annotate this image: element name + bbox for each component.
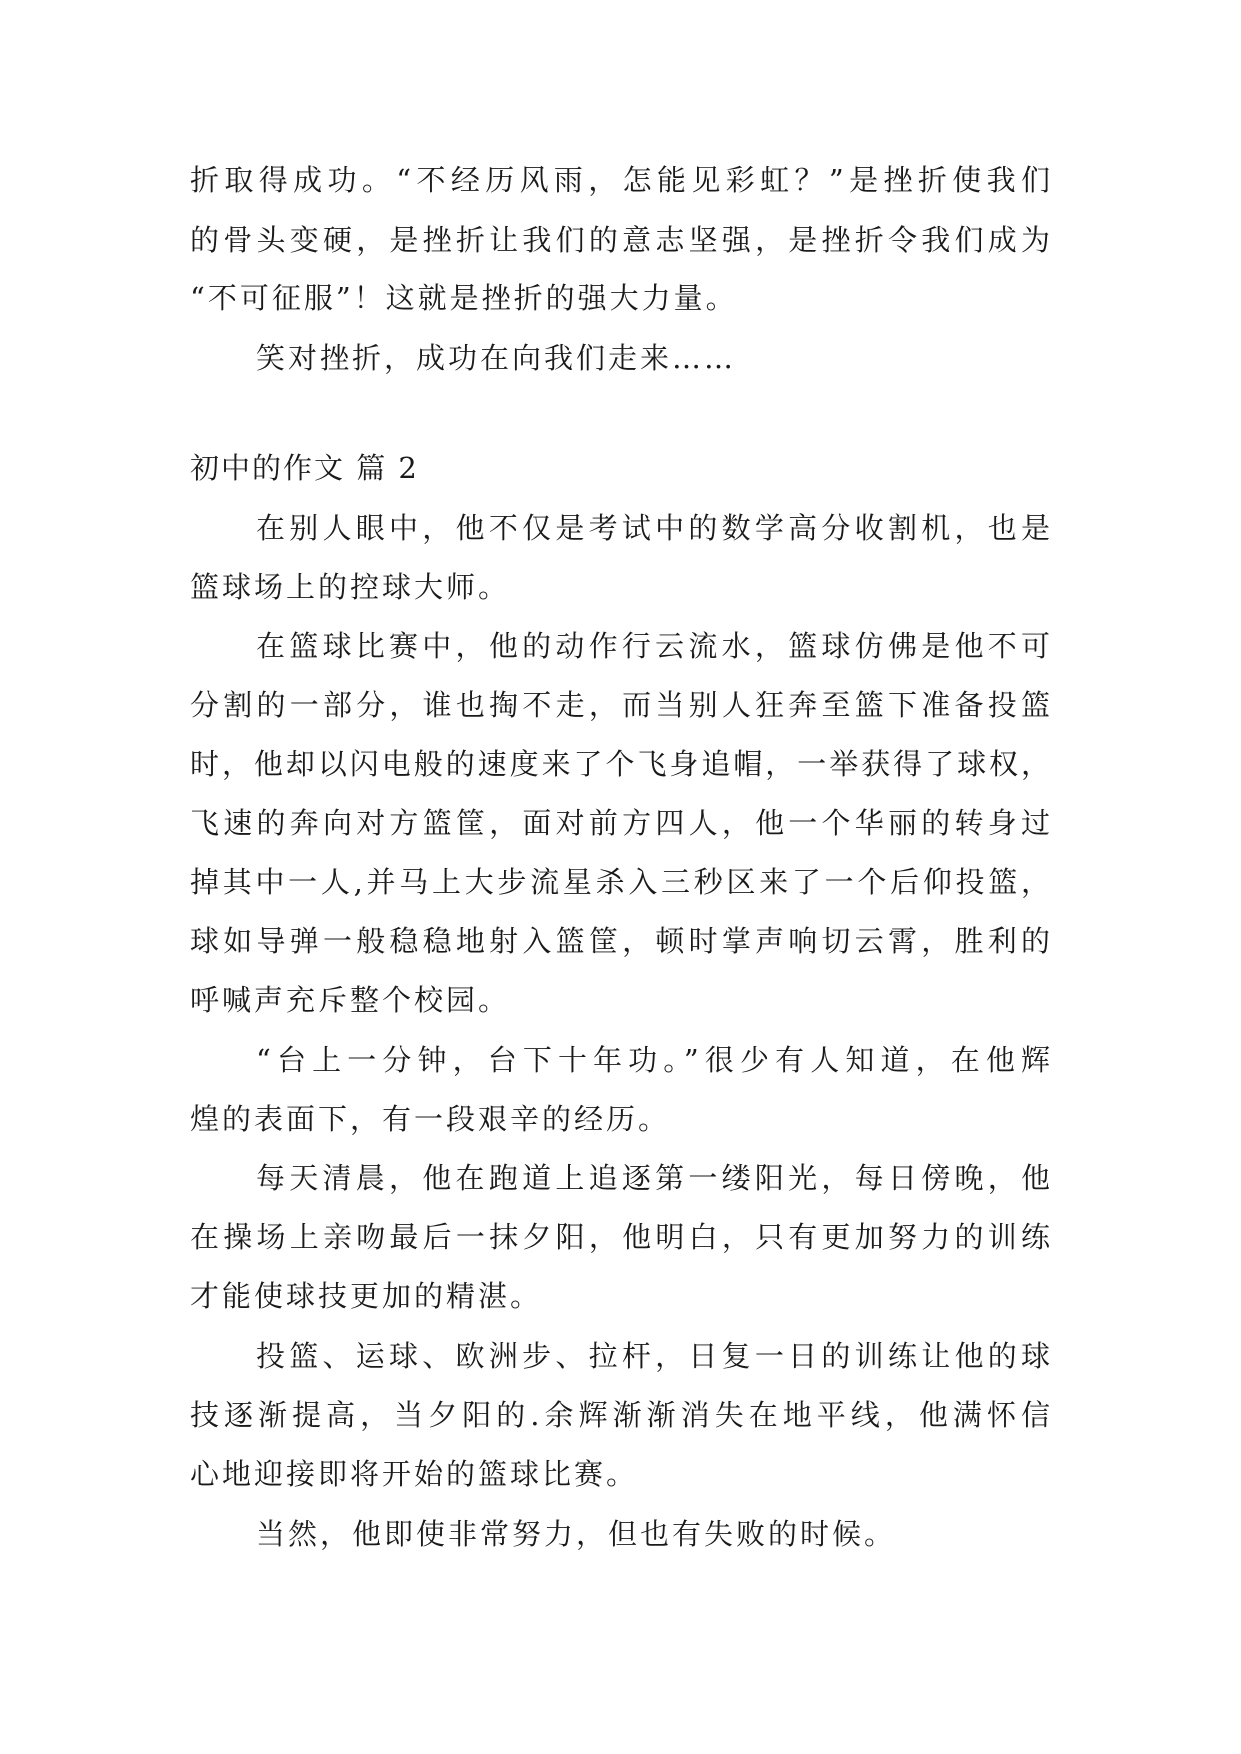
text-line: 呼喊声充斥整个校园。 <box>190 983 511 1017</box>
text-line: 每天清晨，他在跑道上追逐第一缕阳光，每日傍晚，他 <box>256 1161 1050 1195</box>
text-line: 心地迎接即将开始的篮球比赛。 <box>190 1457 639 1491</box>
text-line: “台上一分钟，台下十年功。”很少有人知道，在他辉 <box>256 1043 1050 1077</box>
text-line: 技逐渐提高，当夕阳的.余辉渐渐消失在地平线，他满怀信 <box>190 1398 1050 1432</box>
text-line: 掉其中一人,并马上大步流星杀入三秒区来了一个后仰投篮， <box>190 865 1050 899</box>
text-line: 分割的一部分，谁也掏不走，而当别人狂奔至篮下准备投篮 <box>190 688 1050 722</box>
section-heading: 初中的作文 篇 2 <box>190 451 419 485</box>
text-line: 在别人眼中，他不仅是考试中的数学高分收割机，也是 <box>256 511 1050 545</box>
text-line: 时，他却以闪电般的速度来了个飞身追帽，一举获得了球权， <box>190 747 1050 781</box>
text-line: 球如导弹一般稳稳地射入篮筐，顿时掌声响切云霄，胜利的 <box>190 924 1050 958</box>
text-line: 飞速的奔向对方篮筐，面对前方四人，他一个华丽的转身过 <box>190 806 1050 840</box>
text-line: 才能使球技更加的精湛。 <box>190 1279 543 1313</box>
text-line: 在操场上亲吻最后一抹夕阳，他明白，只有更加努力的训练 <box>190 1220 1050 1254</box>
text-line: 折取得成功。“不经历风雨，怎能见彩虹？”是挫折使我们 <box>190 163 1050 197</box>
text-line: 笑对挫折，成功在向我们走来…… <box>256 341 737 375</box>
text-line: 的骨头变硬，是挫折让我们的意志坚强，是挫折令我们成为 <box>190 223 1050 257</box>
text-line: 投篮、运球、欧洲步、拉杆，日复一日的训练让他的球 <box>256 1339 1050 1373</box>
text-line: 煌的表面下，有一段艰辛的经历。 <box>190 1102 671 1136</box>
text-line: 在篮球比赛中，他的动作行云流水，篮球仿佛是他不可 <box>256 629 1050 663</box>
text-line: “不可征服”！这就是挫折的强大力量。 <box>190 281 738 315</box>
text-line: 当然，他即使非常努力，但也有失败的时候。 <box>256 1517 897 1551</box>
text-line: 篮球场上的控球大师。 <box>190 570 511 604</box>
